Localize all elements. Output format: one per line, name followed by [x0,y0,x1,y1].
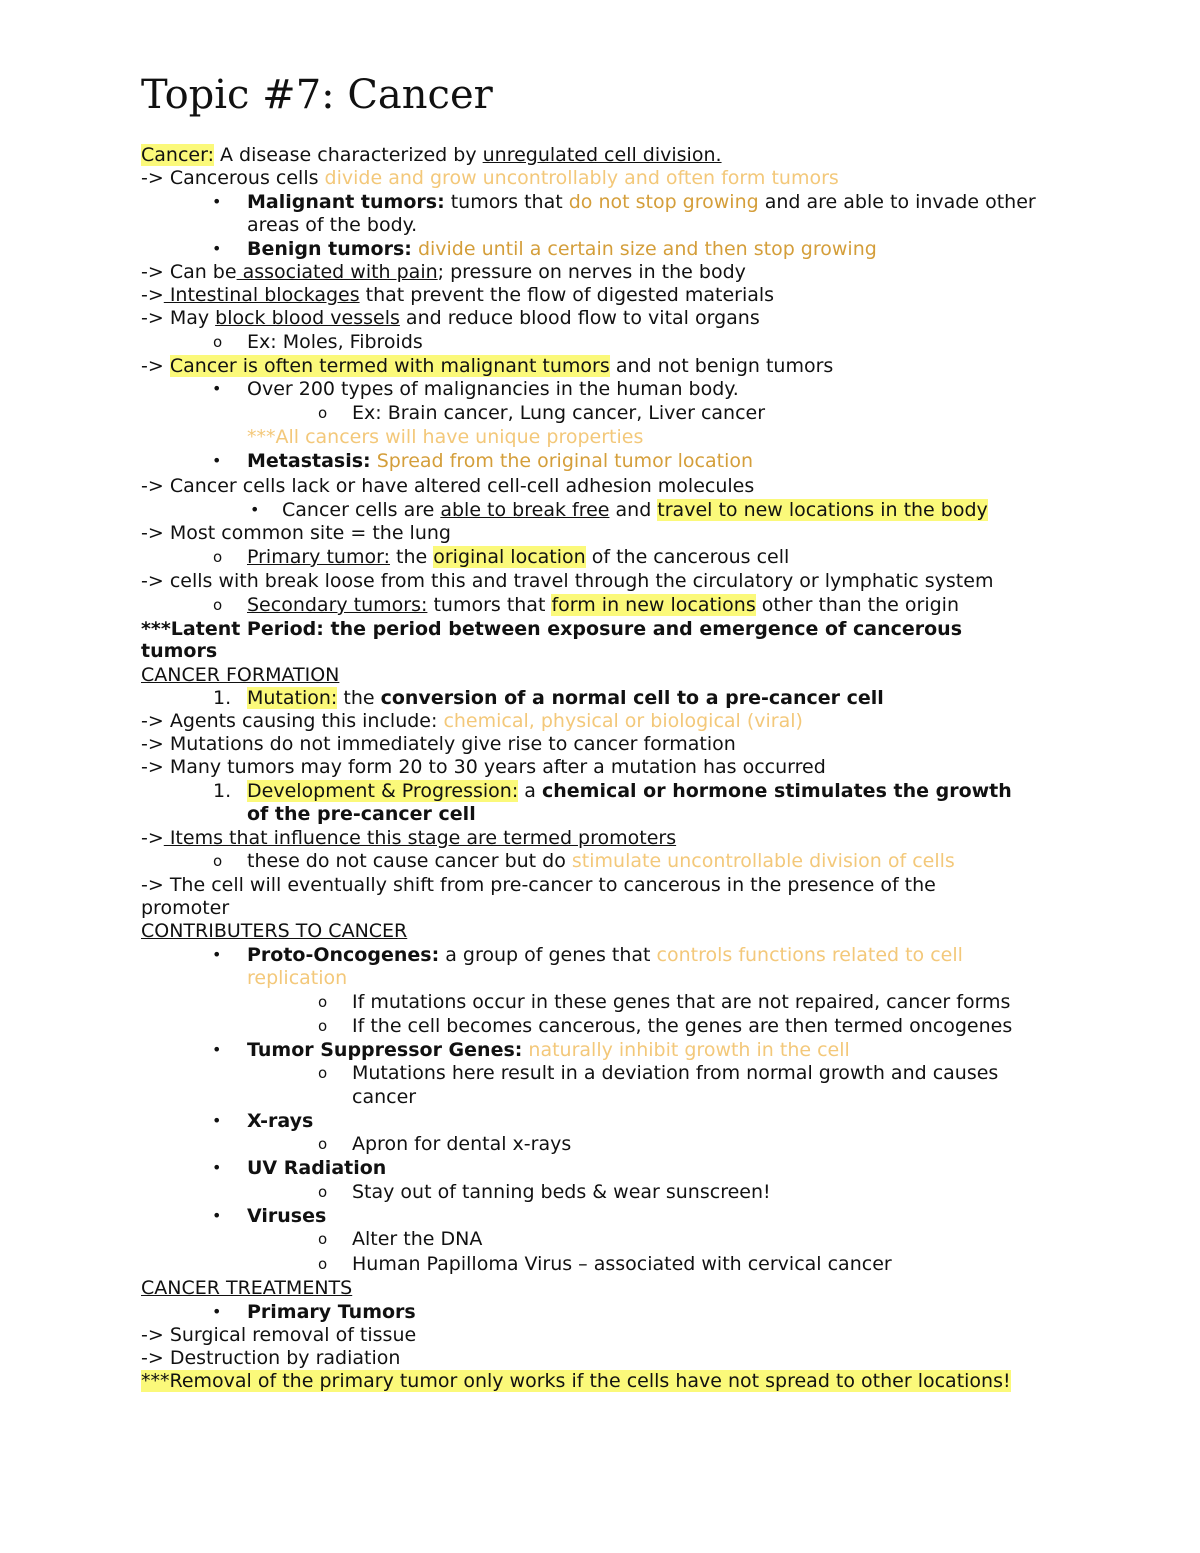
note-line [0,802,1200,826]
underlined-text: CANCER FORMATION [141,664,340,686]
line-text [247,593,959,617]
line-text [352,1227,482,1251]
sub-bullet-marker: o [318,1230,328,1248]
sub-bullet-marker: o [213,333,223,351]
line-text [247,966,347,990]
note-line [0,283,1200,307]
line-text [141,896,229,920]
line-text [141,166,839,190]
text-run: these do not cause cancer but do [247,850,572,872]
bullet-marker: • [212,1302,222,1321]
note-line [0,401,1200,425]
line-text [247,802,476,826]
underlined-text: unregulated cell division. [482,144,722,166]
note-line [0,1085,1200,1109]
note-line [0,1204,1200,1228]
line-text [352,1252,892,1276]
line-text [141,521,451,545]
underlined-text: Primary tumor: [247,546,390,568]
line-text [247,237,877,261]
text-run: Apron for dental x-rays [352,1133,572,1155]
note-line [0,306,1200,330]
bold-text: ***Latent Period: the period between exposure and emergence of cancerous [141,618,963,640]
sub-bullet-marker: o [213,596,223,614]
text-run: of the cancerous cell [585,546,790,568]
page-title: Topic #7: Cancer [141,72,493,118]
note-line [0,449,1200,473]
highlighted-text: travel to new locations in the body [657,499,988,521]
text-run: a [518,780,542,802]
note-line [0,663,1200,687]
text-run: -> [141,284,164,306]
note-line [0,1132,1200,1156]
text-run: -> May [141,307,216,329]
line-text [352,1014,1012,1038]
highlighted-text: form in new locations [551,594,756,616]
text-run: and not benign tumors [609,355,834,377]
note-line [0,1369,1200,1393]
line-text [247,849,955,873]
text-run: -> [141,355,170,377]
colored-text: do not stop growing [568,191,759,213]
line-text [247,1156,386,1180]
note-line [0,990,1200,1014]
line-text [141,569,993,593]
text-run: Ex: Brain cancer, Lung cancer, Liver cancer [352,402,766,424]
text-run: areas of the body. [247,214,418,236]
text-run: -> Many tumors may form 20 to 30 years after a mutation has occurred [141,756,826,778]
note-line [0,686,1200,710]
bullet-marker: • [212,192,222,211]
line-text [141,639,217,663]
text-run: -> Most common site = the lung [141,522,451,544]
text-run: and are able to invade other [758,191,1036,213]
sub-bullet-marker: o [318,1017,328,1035]
bold-text: Malignant tumors: [247,191,445,213]
note-line [0,330,1200,354]
note-line [0,1156,1200,1180]
bold-text: Tumor Suppressor Genes: [247,1039,523,1061]
underlined-text: Items that influence this stage are termed promoters [163,827,677,849]
text-run: -> Cancerous cells [141,167,325,189]
line-text [141,826,676,850]
colored-text: ***All cancers will have unique properties [247,426,644,448]
note-line [0,593,1200,617]
note-line [0,521,1200,545]
list-number: 1. [213,780,232,802]
sub-bullet-marker: o [318,1255,328,1273]
text-run: A disease characterized by [213,144,483,166]
colored-text: stimulate uncontrollable division of cells [571,850,955,872]
bullet-marker: • [212,1040,222,1059]
note-line [0,425,1200,449]
note-line [0,377,1200,401]
list-number: 1. [213,687,232,709]
text-run: the [337,687,381,709]
sub-bullet-marker: o [213,852,223,870]
text-run: -> The cell will eventually shift from pre-cancer to cancerous in the presence of the [141,874,936,896]
note-line [0,966,1200,990]
line-text [141,283,774,307]
note-line [0,896,1200,920]
text-run: that prevent the flow of digested materials [359,284,775,306]
text-run: Stay out of tanning beds & wear sunscreen! [352,1181,771,1203]
text-run: tumors that [444,191,569,213]
line-text [141,732,736,756]
underlined-text: CANCER TREATMENTS [141,1277,353,1299]
line-text [141,919,407,943]
line-text [282,498,988,522]
underlined-text: able to break free [440,499,610,521]
sub-bullet-marker: o [213,548,223,566]
note-line [0,545,1200,569]
line-text [352,401,765,425]
note-line [0,849,1200,873]
text-run: -> Agents causing this include: [141,710,444,732]
text-run: Over 200 types of malignancies in the human body. [247,378,739,400]
text-run: If the cell becomes cancerous, the genes are then termed oncogenes [352,1015,1013,1037]
sub-bullet-marker: o [318,1064,328,1082]
highlighted-text: ***Removal of the primary tumor only works if the cells have not spread to other locations! [141,1370,1011,1392]
note-line [0,943,1200,967]
text-run: Mutations here result in a deviation from normal growth and causes [352,1062,999,1084]
text-run: the [389,546,434,568]
note-line [0,569,1200,593]
note-line [0,1346,1200,1370]
note-line [0,143,1200,167]
line-text [247,686,884,710]
line-text [141,755,826,779]
colored-text: divide until a certain size and then stop growing [417,238,877,260]
line-text [247,1109,313,1133]
line-text [141,306,760,330]
sub-bullet-marker: o [318,1183,328,1201]
bullet-marker: • [212,1206,222,1225]
colored-text: naturally inhibit growth in the cell [528,1039,850,1061]
note-line [0,873,1200,897]
line-text [247,449,753,473]
note-line [0,190,1200,214]
line-text [141,474,754,498]
text-run: cancer [352,1086,417,1108]
note-line [0,1014,1200,1038]
bullet-marker: • [212,239,222,258]
note-line [0,1038,1200,1062]
bullet-marker: • [212,1111,222,1130]
text-run: -> Surgical removal of tissue [141,1324,417,1346]
underlined-text: block blood vessels [215,307,400,329]
colored-text: Spread from the original tumor location [376,450,754,472]
text-run: -> cells with break loose from this and travel through the circulatory or lymphatic system [141,570,994,592]
text-run: a group of genes that [439,944,657,966]
line-text [247,425,643,449]
sub-bullet-marker: o [318,404,328,422]
bullet-marker: • [212,379,222,398]
bullet-marker: • [212,945,222,964]
bold-text: tumors [141,640,218,662]
note-line [0,919,1200,943]
note-line [0,755,1200,779]
line-text [141,663,339,687]
sub-bullet-marker: o [318,1135,328,1153]
underlined-text: Secondary tumors: [247,594,428,616]
note-line [0,1109,1200,1133]
colored-text: controls functions related to cell [656,944,963,966]
note-line [0,1300,1200,1324]
line-text [141,1323,416,1347]
text-run: -> [141,827,164,849]
line-text [141,143,722,167]
line-text [247,943,963,967]
text-run: Human Papilloma Virus – associated with cervical cancer [352,1253,892,1275]
bullet-marker: • [212,451,222,470]
underlined-text: CONTRIBUTERS TO CANCER [141,920,408,942]
bold-text: conversion of a normal cell to a pre-cancer cell [380,687,884,709]
note-line [0,498,1200,522]
bold-text: Benign tumors: [247,238,412,260]
line-text [352,1085,416,1109]
text-run: other than the origin [755,594,959,616]
line-text [247,1204,326,1228]
note-line [0,474,1200,498]
bullet-marker: • [212,1158,222,1177]
bold-text: Metastasis: [247,450,371,472]
text-run: -> Can be [141,261,237,283]
text-run: promoter [141,897,230,919]
note-line [0,354,1200,378]
text-run: and reduce blood flow to vital organs [399,307,760,329]
line-text [247,213,417,237]
highlighted-text: Development & Progression: [247,780,519,802]
bold-text: chemical or hormone stimulates the growth [541,780,1012,802]
text-run: -> Cancer cells lack or have altered cell-cell adhesion molecules [141,475,755,497]
text-run: Alter the DNA [352,1228,483,1250]
note-line [0,709,1200,733]
text-run: Cancer cells are [282,499,441,521]
line-text [141,354,833,378]
line-text [352,1132,571,1156]
bold-text: UV Radiation [247,1157,387,1179]
line-text [141,709,803,733]
text-run: and [609,499,658,521]
note-line [0,1061,1200,1085]
note-line [0,826,1200,850]
note-line [0,1276,1200,1300]
text-run: -> Mutations do not immediately give rise to cancer formation [141,733,736,755]
text-run: Ex: Moles, Fibroids [247,331,423,353]
line-text [141,1276,352,1300]
highlighted-text: Cancer: [141,144,214,166]
line-text [247,545,789,569]
line-text [247,377,739,401]
bullet-marker: • [250,500,260,519]
line-text [141,1346,400,1370]
colored-text: replication [247,967,348,989]
line-text [352,1061,998,1085]
line-text [141,1369,1011,1393]
line-text [352,990,1010,1014]
bold-text: X-rays [247,1110,314,1132]
highlighted-text: Cancer is often termed with malignant tumors [169,355,610,377]
colored-text: chemical, physical or biological (viral) [443,710,803,732]
note-line [0,260,1200,284]
note-line [0,1180,1200,1204]
bold-text: Proto-Oncogenes: [247,944,440,966]
text-run: If mutations occur in these genes that are not repaired, cancer forms [352,991,1011,1013]
line-text [352,1180,771,1204]
note-line [0,1252,1200,1276]
note-line [0,779,1200,803]
note-line [0,237,1200,261]
note-line [0,166,1200,190]
line-text [141,260,746,284]
note-line [0,617,1200,641]
bold-text: Primary Tumors [247,1301,416,1323]
line-text [247,1038,850,1062]
colored-text: divide and grow uncontrollably and often form tumors [324,167,839,189]
text-run: -> Destruction by radiation [141,1347,401,1369]
bold-text: of the pre-cancer cell [247,803,476,825]
highlighted-text: Mutation: [247,687,338,709]
underlined-text: associated with pain [236,261,438,283]
line-text [141,617,962,641]
line-text [247,779,1012,803]
sub-bullet-marker: o [318,993,328,1011]
highlighted-text: original location [433,546,586,568]
line-text [247,190,1036,214]
bold-text: Viruses [247,1205,327,1227]
note-line [0,1323,1200,1347]
text-run: tumors that [427,594,552,616]
underlined-text: Intestinal blockages [163,284,360,306]
note-line [0,732,1200,756]
note-line [0,639,1200,663]
note-line [0,213,1200,237]
note-line [0,1227,1200,1251]
text-run: ; pressure on nerves in the body [437,261,746,283]
line-text [141,873,936,897]
line-text [247,330,423,354]
line-text [247,1300,416,1324]
